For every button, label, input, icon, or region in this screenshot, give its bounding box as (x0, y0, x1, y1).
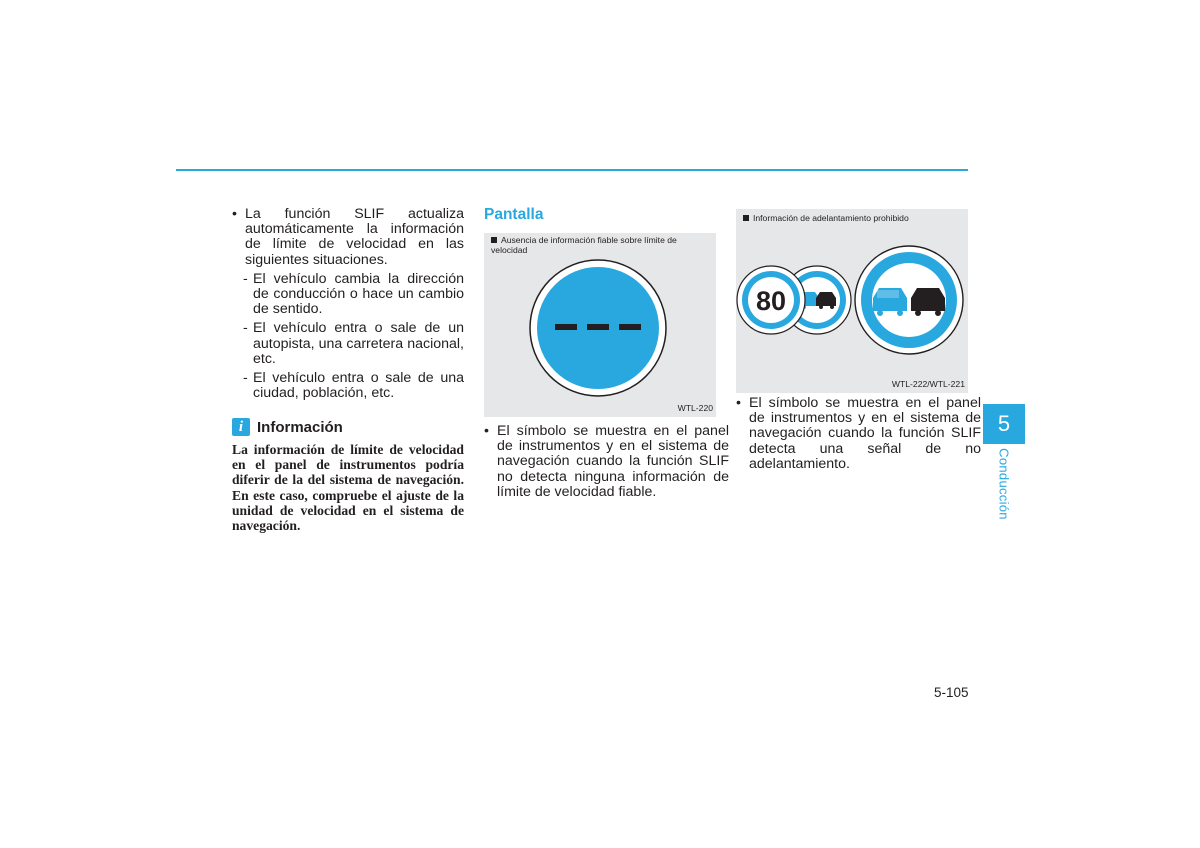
chapter-tab: 5 (983, 404, 1025, 444)
column-1 (232, 207, 464, 401)
dash: - (243, 370, 248, 387)
header-rule (176, 169, 968, 171)
bullet-dot: • (736, 395, 741, 411)
info-header (232, 418, 343, 436)
sub-item (232, 321, 464, 367)
page-number: 5-105 (934, 685, 969, 700)
large-no-overtaking-sign-icon (855, 246, 963, 354)
figure-no-speed-info (484, 233, 716, 417)
bullet-dot: • (484, 423, 489, 439)
info-title: Información (257, 418, 343, 436)
figure-code: WTL-220 (677, 403, 713, 413)
figure-caption-text: Información de adelantamiento prohibido (753, 213, 909, 223)
info-body: La información de límite de velocidad en el panel de instrumentos podría diferir de la del sistema de navegación. En este caso, compruebe el ajuste de la unidad de velocidad en el sistema de navegación. (232, 442, 464, 534)
sub-item (232, 371, 464, 401)
bullet-text: El símbolo se muestra en el panel de instrumentos y en el sistema de navegación cuando la función SLIF no detecta ninguna información de límite de velocidad fiable. (497, 423, 729, 500)
no-speed-info-sign-icon (484, 233, 716, 417)
figure-no-overtaking (736, 209, 968, 393)
bullet-item (484, 424, 729, 500)
section-title: Pantalla (484, 206, 544, 223)
dash: - (243, 320, 248, 337)
figure-caption-text: Ausencia de información fiable sobre límite de velocidad (491, 235, 677, 255)
bullet-item (232, 207, 464, 268)
sub-item-text: El vehículo entra o sale de una ciudad, población, etc. (253, 370, 464, 402)
sub-item-text: El vehículo cambia la dirección de conducción o hace un cambio de sentido. (253, 270, 464, 318)
no-overtaking-signs-icon (736, 209, 968, 393)
info-icon: i (232, 418, 250, 436)
speed-limit-sign-icon (737, 266, 805, 334)
sub-item (232, 272, 464, 318)
bullet-dot: • (232, 206, 237, 222)
dash: - (243, 270, 248, 287)
bullet-text: La función SLIF actualiza automáticamente la información de límite de velocidad en las siguientes situaciones. (245, 206, 464, 268)
chapter-label: Conducción (996, 448, 1012, 520)
bullet-item (736, 396, 981, 472)
figure-code: WTL-222/WTL-221 (891, 379, 965, 389)
sub-item-text: El vehículo entra o sale de un autopista, una carretera nacional, etc. (253, 320, 464, 367)
speed-value: 80 (755, 286, 787, 316)
bullet-text: El símbolo se muestra en el panel de instrumentos y en el sistema de navegación cuando la función SLIF detecta una señal de no adelantamiento. (749, 395, 981, 472)
